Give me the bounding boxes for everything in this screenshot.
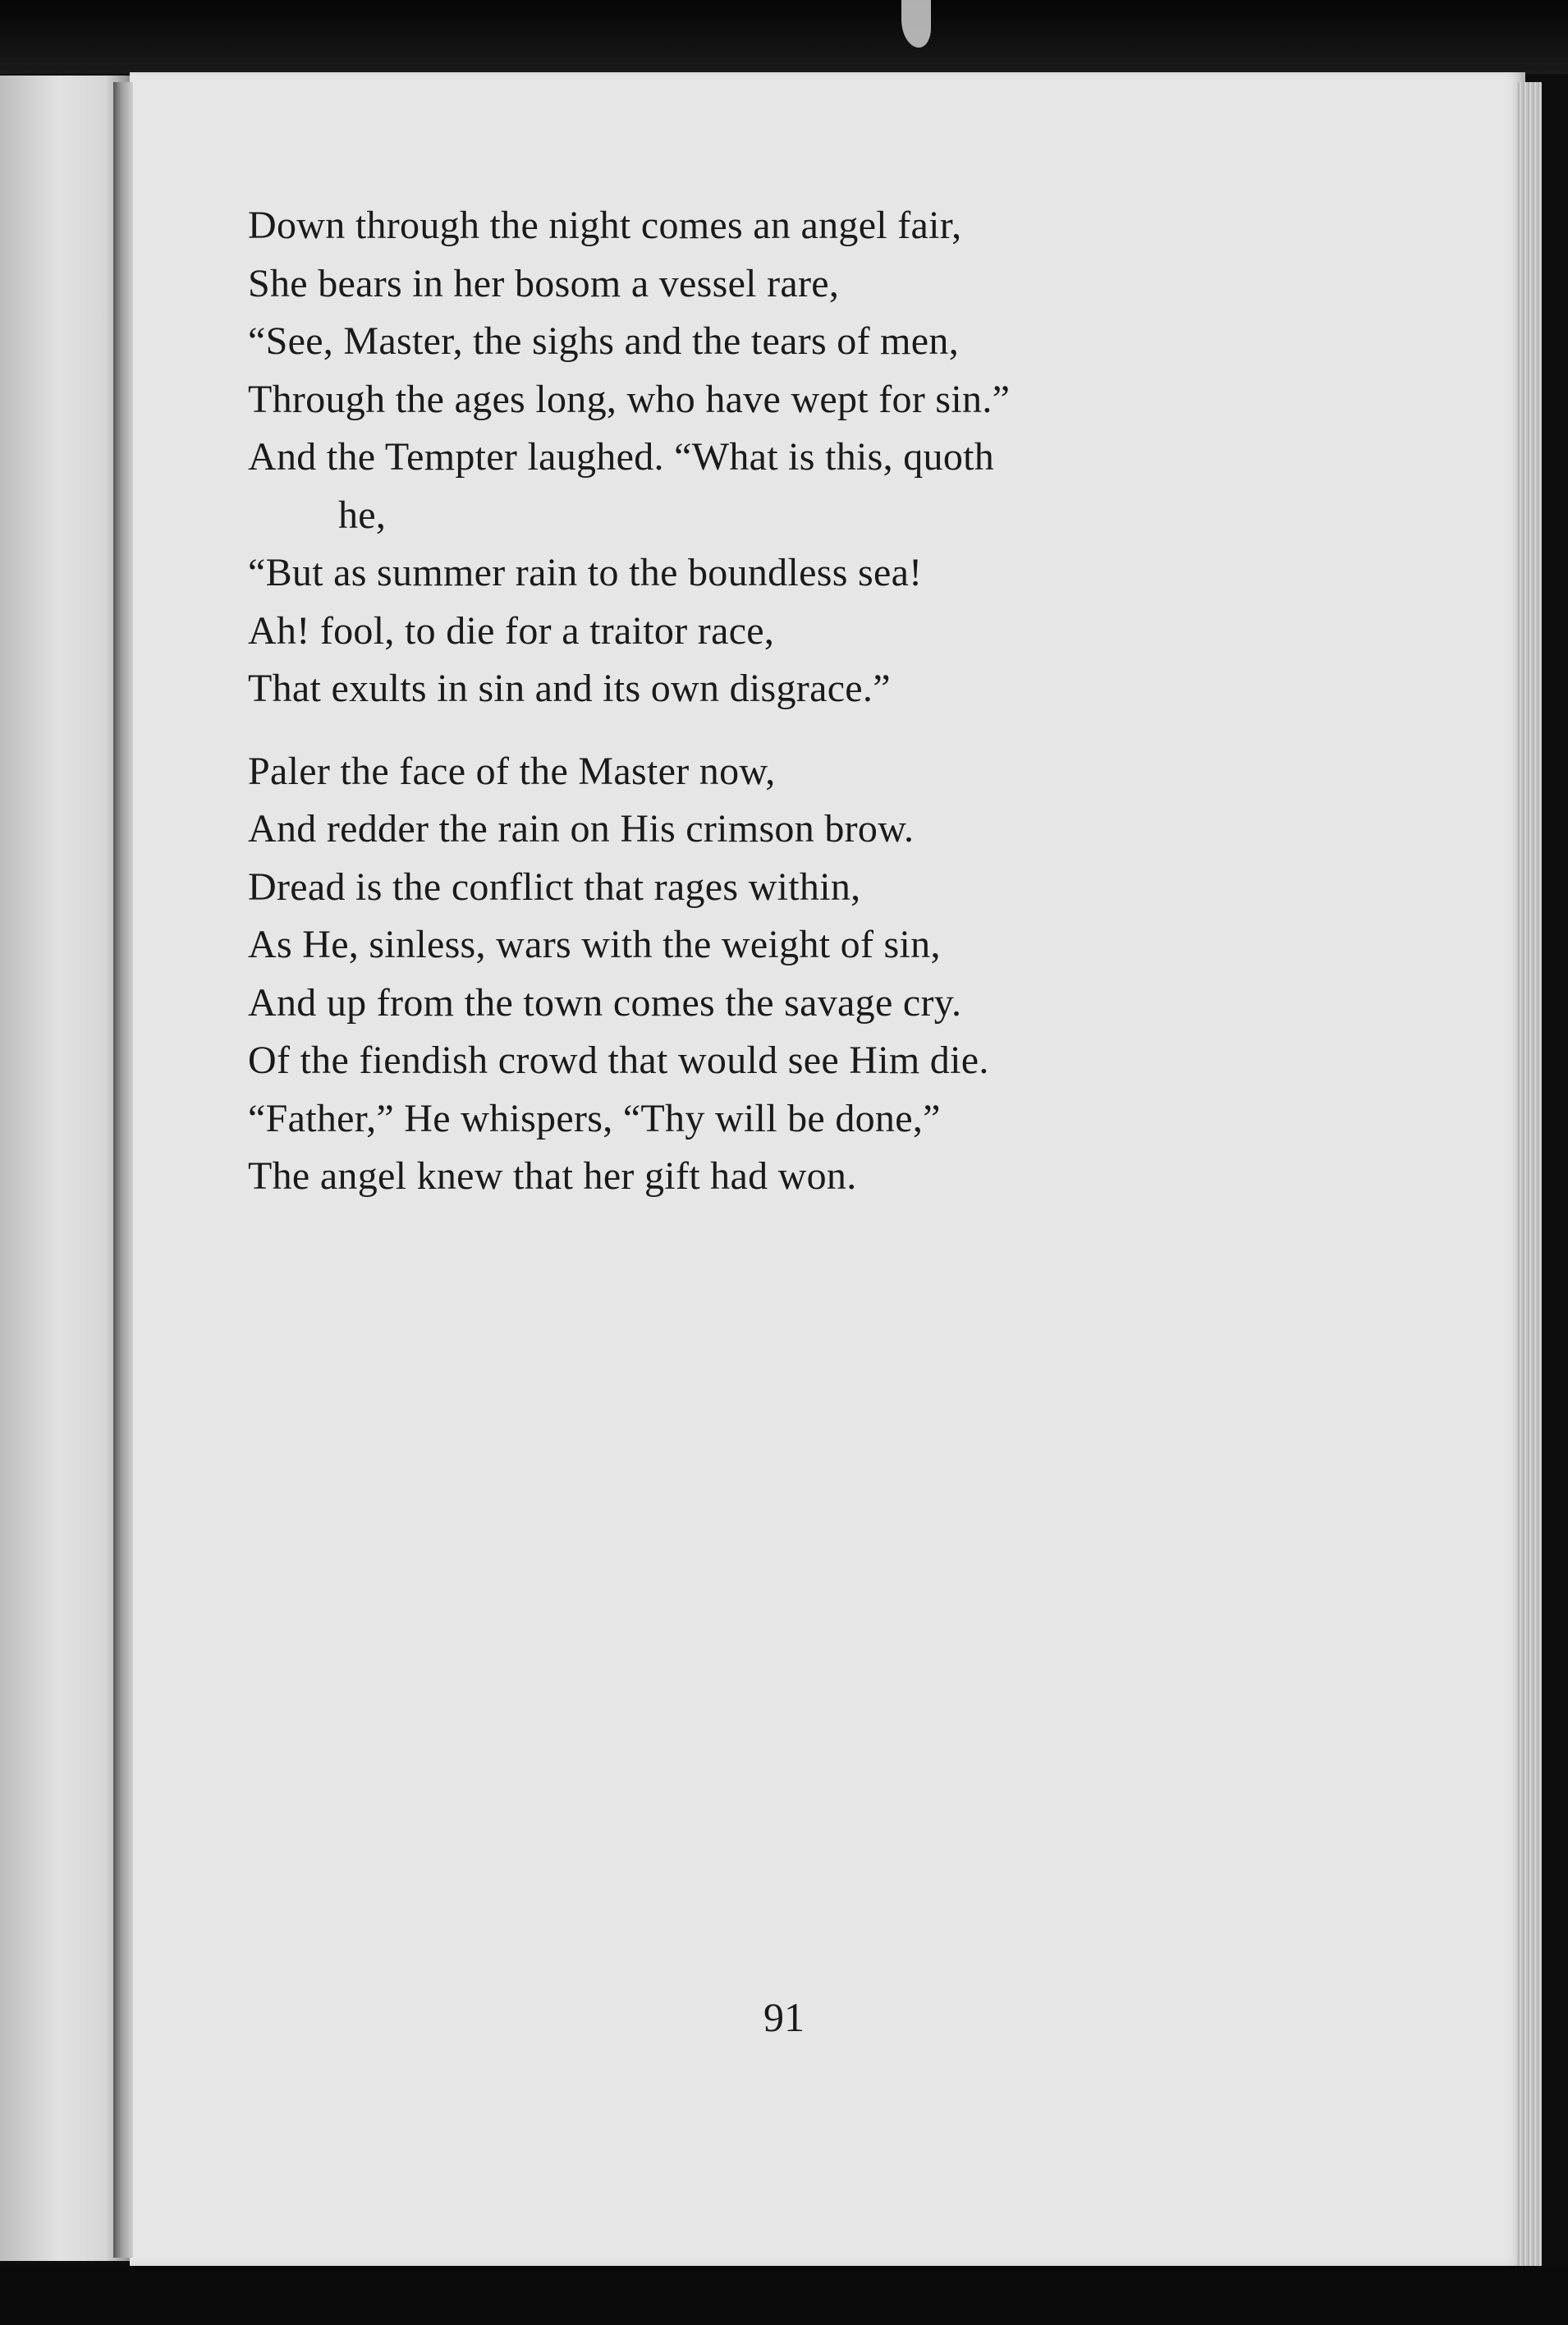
poem-line: That exults in sin and its own disgrace.” — [248, 667, 891, 710]
poem-line: “Father,” He whispers, “Thy will be done,” — [248, 1096, 941, 1140]
stanza — [248, 743, 1364, 1206]
facing-page-edge — [0, 76, 131, 2261]
poem-text — [248, 197, 1364, 1231]
page-number: 91 — [763, 1994, 805, 2040]
poem-line: Of the fiendish crowd that would see Him die. — [248, 1039, 989, 1082]
poem-line: And up from the town comes the savage cry. — [248, 980, 962, 1025]
poem-line: Paler the face of the Master now, — [248, 749, 776, 793]
book-gutter — [113, 82, 133, 2258]
poem-line: The angel knew that her gift had won. — [248, 1154, 857, 1198]
poem-line: Down through the night comes an angel fair, — [248, 204, 962, 247]
page-stack-edge — [1517, 82, 1542, 2266]
poem-line: “But as summer rain to the boundless sea! — [248, 551, 923, 594]
poem-line: And redder the rain on His crimson brow. — [248, 807, 915, 851]
poem-line: he, — [338, 493, 387, 537]
poem-line: And the Tempter laughed. “What is this, quoth — [248, 435, 995, 479]
poem-line: She bears in her bosom a vessel rare, — [248, 261, 840, 305]
scan-top-shadow — [0, 0, 1568, 74]
poem-line: Dread is the conflict that rages within, — [248, 864, 861, 909]
scan-bottom-shadow — [0, 2266, 1568, 2325]
poem-line: Through the ages long, who have wept for sin.” — [248, 377, 1011, 421]
poem-line: Ah! fool, to die for a traitor race, — [248, 608, 775, 653]
stanza — [248, 197, 1364, 718]
poem-line: As He, sinless, wars with the weight of sin, — [248, 923, 941, 966]
poem-line: “See, Master, the sighs and the tears of men, — [248, 319, 959, 363]
